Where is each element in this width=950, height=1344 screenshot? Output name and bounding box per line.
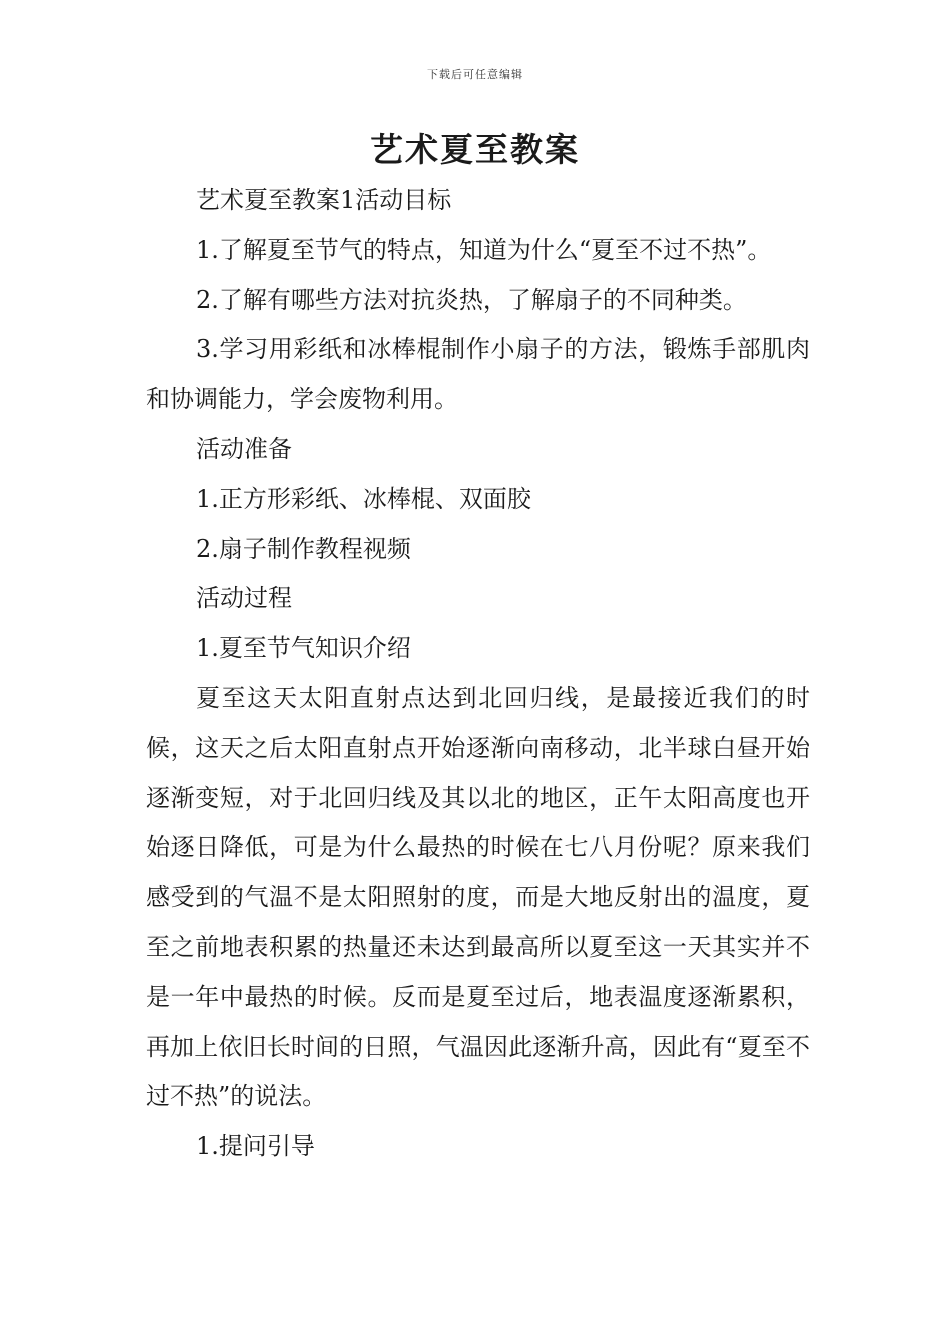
process-step-1: 1.夏至节气知识介绍 [196,634,411,663]
document-body [146,176,810,1172]
objective-item-3: 3.学习用彩纸和冰棒棍制作小扇子的方法，锻炼手部肌肉和协调能力，学会废物利用。 [146,335,810,414]
section-heading-process: 活动过程 [196,584,292,613]
process-step-2: 1.提问引导 [196,1132,315,1161]
process-paragraph: 夏至这天太阳直射点达到北回归线，是最接近我们的时候，这天之后太阳直射点开始逐渐向南移动，北半球白昼开始逐渐变短，对于北回归线及其以北的地区，正午太阳高度也开始逐日降低，可是为什么最热的时候在七八月份呢？原来我们感受到的气温不是太阳照射的度，而是大地反射出的温度，夏至之前地表积累的热量还未达到最高所以夏至这一天其实并不是一年中最热的时候。反而是夏至过后，地表温度逐渐累积，再加上依旧长时间的日照，气温因此逐渐升高，因此有“夏至不过不热”的说法。 [146,683,810,1111]
objective-item-1: 1.了解夏至节气的特点，知道为什么“夏至不过不热”。 [196,235,772,264]
objective-item-2: 2.了解有哪些方法对抗炎热，了解扇子的不同种类。 [196,285,747,314]
preparation-item-1: 1.正方形彩纸、冰棒棍、双面胶 [196,484,531,513]
section-heading-objectives: 艺术夏至教案1活动目标 [196,186,452,214]
document-title: 艺术夏至教案 [370,130,580,169]
section-heading-preparation: 活动准备 [196,434,292,463]
header-note: 下载后可任意编辑 [427,68,523,81]
preparation-item-2: 2.扇子制作教程视频 [196,534,411,563]
